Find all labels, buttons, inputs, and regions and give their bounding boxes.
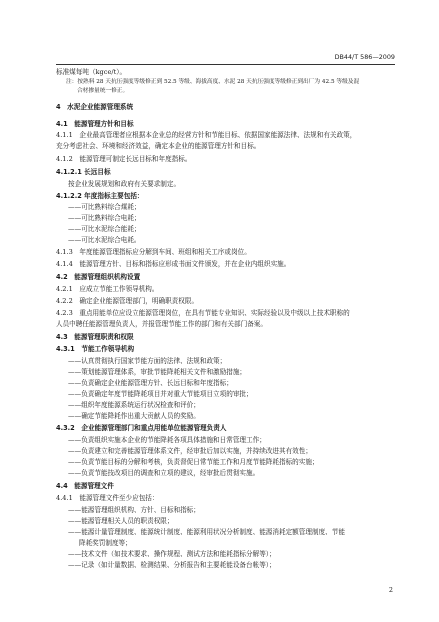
body-line: 4.4.1 能源管理文件至少应包括： <box>56 494 159 502</box>
list-item: ——可比熟料综合电耗； <box>68 214 141 222</box>
body-line: 按企业发展规划和政府有关要求制定。 <box>68 180 181 188</box>
list-item: ——技术文件（如技术要求、操作规程、测试方法和能耗指标分解等）； <box>68 550 276 558</box>
list-item: ——认真贯彻执行国家节能方面的法律、法规和政策； <box>68 357 227 365</box>
section-heading: 4.1 能源管理方针和目标 <box>56 120 134 128</box>
section-heading: 4.3.1 节能工作领导机构 <box>56 345 135 353</box>
list-item: ——可比水泥综合电耗。 <box>68 236 141 244</box>
body-line: 4.1.3 年度能源管理指标应分解到车间、班组和相关工序或岗位。 <box>56 248 251 256</box>
body-line: 4.1.2 能源管理可制定长远目标和年度指标。 <box>56 155 192 163</box>
list-item: ——负责组织实施本企业的节能降耗各项具体措施和日常管理工作； <box>68 436 266 444</box>
body-line: 4.1.1 企业最高管理者应根据本企业总的经营方针和节能目标、依据国家能源法律、法规和有关政策， <box>56 131 357 139</box>
note-line: 合材掺量统一修正。 <box>77 88 129 94</box>
body-line: 标准煤每吨（kgce/t）。 <box>56 68 127 76</box>
note-line: 注：按熟料 28 天抗压强度等级修正到 52.5 等级、海拔高度、水泥 28 天抗压强度等级修正到出厂为 42.5 等级及混 <box>66 79 360 85</box>
standard-number: DB44/T 586—2009 <box>334 53 395 61</box>
section-heading: 4 水泥企业能源管理系统 <box>56 103 134 111</box>
section-heading: 4.3.2 企业能源管理部门和重点用能单位能源管理负责人 <box>56 424 227 432</box>
list-item: ——负责确定年度节能降耗项目并对重大节能项目立项的审批； <box>68 390 253 398</box>
body-line: 4.2.1 应成立节能工作领导机构。 <box>56 285 159 293</box>
list-item: ——组织年度能源系统运行状况检查和评价； <box>68 401 200 409</box>
section-heading: 4.2 能源管理组织机构设置 <box>56 273 141 281</box>
section-heading: 4.1.2.2 年度指标主要包括： <box>56 192 144 200</box>
page-number: 2 <box>388 586 393 594</box>
list-item: ——能源计量管理制度、能源统计制度、能源利用状况分析制度、能源消耗定额管理制度、节能 <box>68 528 345 536</box>
section-heading: 4.4 能源管理文件 <box>56 482 114 490</box>
list-item: ——能源管理相关人员的职责权限； <box>68 517 174 525</box>
body-line: 充分考虑社会、环境和经济效益，确定本企业的能源管理方针和目标。 <box>56 142 261 150</box>
body-line: 4.1.4 能源管理方针、目标和指标应形成书面文件颁发，并在企业内组织实施。 <box>56 260 291 268</box>
list-item: ——策划能源管理体系，审批节能降耗相关文件和激励措施； <box>68 368 247 376</box>
body-line: 人员中聘任能源管理负责人，并报管理节能工作的部门和有关部门备案。 <box>56 320 267 328</box>
section-heading: 4.1.2.1 长远目标 <box>56 168 111 176</box>
section-heading: 4.3 能源管理职责和权限 <box>56 333 134 341</box>
list-item: ——能源管理组织机构、方针、目标和指标； <box>68 506 200 514</box>
list-item: ——确定节能降耗作出重大贡献人员的奖励。 <box>68 412 200 420</box>
list-item: ——可比水泥综合能耗； <box>68 225 141 233</box>
header-rule <box>56 64 395 65</box>
body-line: 4.2.2 确定企业能源管理部门，明确职责权限。 <box>56 297 199 305</box>
list-item: 降耗奖罚制度等； <box>79 539 132 547</box>
list-item: ——负责建立和完善能源管理体系文件，经审批后加以实施，并持续改进其有效性； <box>68 447 312 455</box>
list-item: ——可比熟料综合煤耗； <box>68 203 141 211</box>
list-item: ——负责节能技改项目的调查和立项的建议，经审批后贯彻实施。 <box>68 469 260 477</box>
list-item: ——记录（如计量数据、检测结果、分析报告和主要耗能设备台帐等）； <box>68 561 276 569</box>
list-item: ——负责节能目标的分解和考核，负责督促日常节能工作和月度节能降耗指标的实施； <box>68 458 319 466</box>
body-line: 4.2.3 重点用能单位应设立能源管理岗位，在具有节能专业知识、实际经验以及中级以上技术职称的 <box>56 309 350 317</box>
list-item: ——负责确定企业能源管理方针、长远目标和年度指标； <box>68 379 233 387</box>
